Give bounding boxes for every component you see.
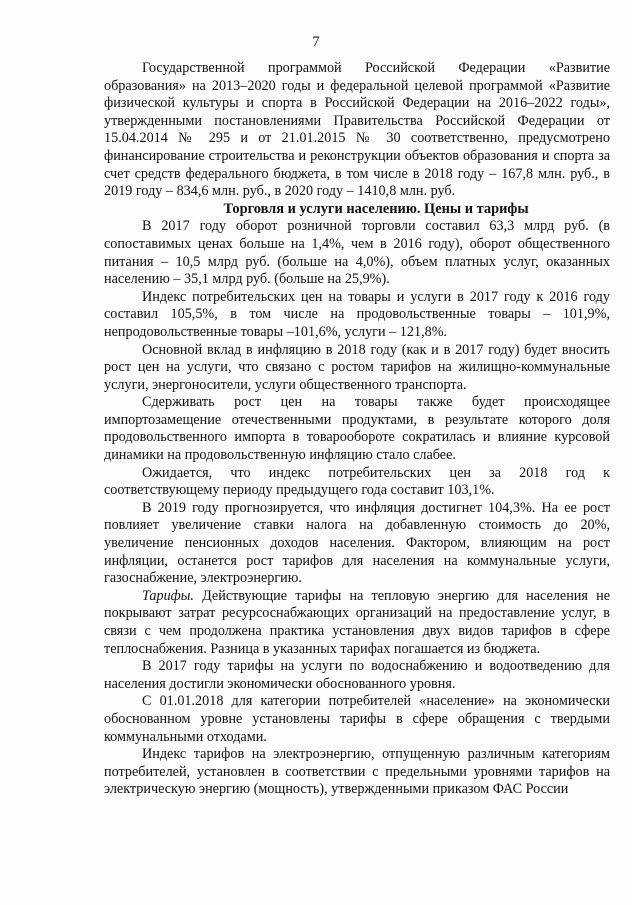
tariffs-lead: Тарифы. [142, 587, 194, 604]
paragraph-water-tariffs: В 2017 году тарифы на услуги по водоснабжению и водоотведению для населения достигли экономически обоснованного уровня. [104, 658, 610, 692]
paragraph-tariffs [104, 588, 610, 658]
paragraph-import-substitution: Сдерживать рост цен на товары также будет происходящее импортозамещение отечественными продуктами, в результате которого доля продовольственного импорта в товарообороте сократилась и влияние курсовой динамики на продовольственную инфляцию стало слабее. [104, 394, 610, 464]
paragraph-electricity-tariffs: Индекс тарифов на электроэнергию, отпущенную различным категориям потребителей, установлен в соответствии с предельными уровнями тарифов на электрическую энергию (мощность), утвержденными приказом ФАС России [104, 746, 610, 798]
paragraph-inflation-contribution: Основной вклад в инфляцию в 2018 году (как и в 2017 году) будет вносить рост цен на услуги, что связано с ростом тарифов на жилищно-коммунальные услуги, энергоносители, услуги общественного транспорта. [104, 341, 610, 393]
paragraph-waste-tariffs: С 01.01.2018 для категории потребителей «население» на экономически обоснованном уровне установлены тарифы в сфере обращения с твердыми коммунальными отходами. [104, 693, 610, 745]
document-body [104, 60, 610, 799]
paragraph-consumer-price-index: Индекс потребительских цен на товары и услуги в 2017 году к 2016 году составил 105,5%, в том числе на продовольственные товары – 101,9%, непродовольственные товары –101,6%, услуги – 121,8%. [104, 288, 610, 340]
intro-paragraph: Государственной программой Российской Федерации «Развитие образования» на 2013–2020 годы и федеральной целевой программой «Развитие физической культуры и спорта в Российской Федерации на 2016–2022 годы», утвержденными постановлениями Правительства Российской Федерации от 15.04.2014 № 295 и от 21.01.2015 № 30 соответственно, предусмотрено финансирование строительства и реконструкции объектов образования и спорта за счет средств федерального бюджета, в том числе в 2018 году – 167,8 млн. руб., в 2019 году – 834,6 млн. руб., в 2020 году – 1410,8 млн. руб. [104, 60, 610, 200]
paragraph-expected-index: Ожидается, что индекс потребительских цен за 2018 год к соответствующему периоду предыдущего года составит 103,1%. [104, 464, 610, 499]
tariffs-text: Действующие тарифы на тепловую энергию для населения не покрывают затрат ресурсоснабжающих организаций на предоставление услуг, в связи с чем продолжена практика установления двух видов тарифов в сфере теплоснабжения. Разница в указанных тарифах погашается из бюджета. [104, 587, 610, 657]
section-heading: Торговля и услуги населению. Цены и тарифы [223, 200, 529, 217]
paragraph-retail-turnover: В 2017 году оборот розничной торговли составил 63,3 млрд руб. (в сопоставимых ценах больше на 1,4%, чем в 2016 году), оборот общественного питания – 10,5 млрд руб. (больше на 4,0%), объем платных услуг, оказанных населению – 35,1 млрд руб. (больше на 25,9%). [104, 218, 610, 288]
page-number: 7 [312, 34, 320, 50]
paragraph-inflation-2019: В 2019 году прогнозируется, что инфляция достигнет 104,3%. На ее рост повлияет увеличение ставки налога на добавленную стоимость до 20%, увеличение пенсионных доходов населения. Фактором, влияющим на рост инфляции, останется рост тарифов для населения на коммунальные услуги, газоснабжение, электроэнергию. [104, 499, 610, 587]
